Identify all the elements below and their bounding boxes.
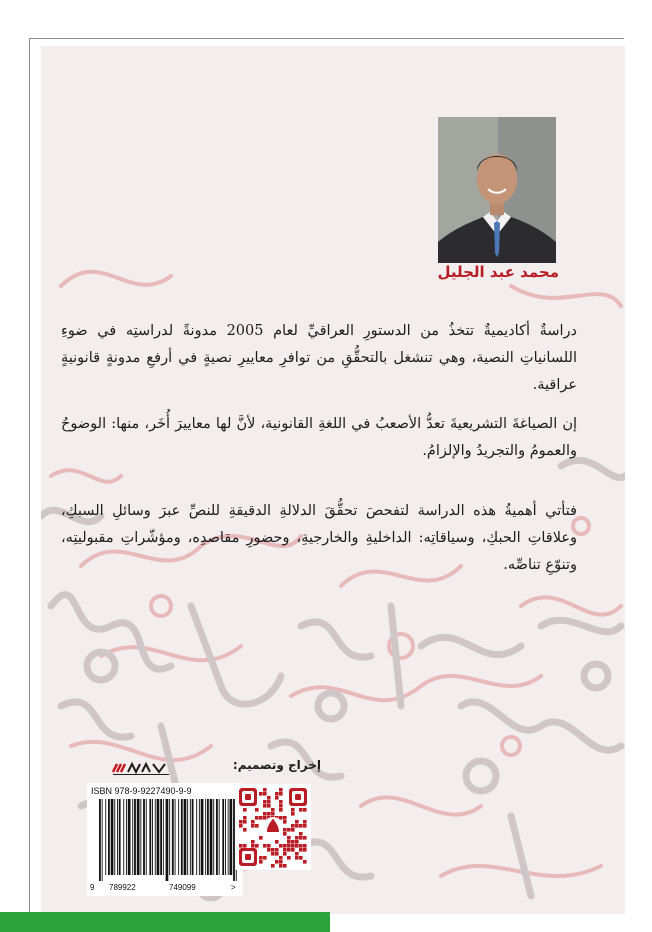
qr-module [303,860,307,864]
barcode-bar [225,799,226,875]
qr-module [239,844,243,848]
barcode-bar [119,799,121,875]
barcode-bar [163,799,164,875]
qr-module [299,848,303,852]
qr-module [275,840,279,844]
barcode-digit-end: > [231,883,236,892]
qr-module [295,820,299,824]
qr-module [279,864,283,868]
barcode-bar [149,799,151,875]
green-spine-strip [0,912,330,932]
qr-module [287,856,291,860]
qr-module [259,816,263,820]
design-credit [111,758,321,776]
back-cover [41,46,625,914]
qr-module [283,832,287,836]
qr-module [303,820,307,824]
qr-module [243,808,247,812]
qr-module [275,860,279,864]
qr-finder [245,854,251,860]
qr-module [271,808,275,812]
qr-module [287,840,291,844]
qr-module [295,844,299,848]
qr-module [291,840,295,844]
qr-module [279,800,283,804]
qr-module [275,796,279,800]
barcode-bar [128,799,131,875]
qr-module [299,808,303,812]
description-paragraph-1: دراسةٌ أكاديميةٌ تتخذُ من الدستورِ العراقيِّ لعام 2005 مدونةً لدراستِه في ضوءِ اللسانياتِ النصية، وهي تنشغل بالتحقُّقِ من توافرِ معاييرِ نصيةٍ في أرفعِ مدونةٍ قانونيةٍ عراقية. [61,323,578,393]
qr-module [275,848,279,852]
barcode-bar [207,799,209,875]
barcode-bar [213,799,214,875]
qr-module [279,808,283,812]
qr-module [279,804,283,808]
barcode-bar [199,799,200,875]
qr-module [243,844,247,848]
qr-module [259,836,263,840]
barcode-bar [230,799,233,875]
qr-module [263,812,267,816]
barcode-digit-first: 9 [90,883,95,892]
qr-module [263,788,267,792]
qr-module [259,860,263,864]
qr-module [279,844,283,848]
qr-module [251,824,255,828]
qr-module [271,864,275,868]
qr-module [255,844,259,848]
qr-module [291,808,295,812]
publisher-logo-icon [111,760,173,776]
qr-module [303,848,307,852]
qr-module [239,824,243,828]
isbn-label: ISBN 978-9-9227490-9-9 [91,786,192,796]
qr-module [291,812,295,816]
qr-module [275,792,279,796]
qr-module [263,792,267,796]
qr-module [271,852,275,856]
qr-module [291,848,295,852]
barcode-bar [184,799,187,875]
qr-module [283,816,287,820]
qr-module [299,844,303,848]
barcode-bar [192,799,194,875]
qr-module [259,856,263,860]
qr-module [283,852,287,856]
qr-module [287,836,291,840]
qr-module [291,824,295,828]
author-name: محمد عبد الجليل [437,263,559,281]
barcode-digits-right: 749099 [169,883,196,892]
qr-module [279,788,283,792]
qr-finder [295,794,301,800]
barcode-bar [155,799,156,875]
barcode-bar [178,799,179,875]
qr-module [279,816,283,820]
barcode-bar [108,799,110,875]
qr-module [291,844,295,848]
barcode-bar [169,799,170,875]
barcode-bar [146,799,147,875]
barcode-bar [160,799,162,875]
qr-module [279,856,283,860]
qr-module [299,824,303,828]
barcode-bar [137,799,140,875]
barcode-bar [126,799,127,875]
qr-module [271,848,275,852]
qr-module [259,792,263,796]
qr-module [267,848,271,852]
barcode-bar [111,799,114,875]
qr-module [263,856,267,860]
barcode-icon [91,799,241,881]
barcode-bar [190,799,191,875]
barcode-bar [152,799,153,875]
barcode-bar [205,799,206,875]
qr-module [283,864,287,868]
qr-module [303,844,307,848]
qr-module [255,824,259,828]
qr-module [263,800,267,804]
qr-module [263,844,267,848]
qr-module [303,824,307,828]
qr-module [263,816,267,820]
qr-module [251,820,255,824]
description-paragraph-3: فتأتي أهميةُ هذه الدراسة لتفحصَ تحقُّقَ الدلالةِ الدقيقةِ للنصِّ عبرَ وسائلِ السبكِ، وعلاقاتِ الحبكِ، وسياقاتِه: الداخليةِ والخارجيةِ، وحضورِ مقاصدِه، ومؤشّراتِ مقبوليتِه، وتنوّعِ تناصِّه. [61,503,577,573]
barcode-bar [102,799,103,881]
barcode-bar [134,799,136,875]
barcode-bar [99,799,101,881]
qr-module [299,856,303,860]
barcode-bar [166,799,169,881]
qr-module [287,844,291,848]
qr-module [239,820,243,824]
qr-module [291,828,295,832]
qr-module [303,808,307,812]
design-credit-label: إخراج وتصميم: [232,758,321,772]
barcode-bar [222,799,224,875]
qr-module [251,844,255,848]
barcode-bar [187,799,188,875]
barcode-bar [157,799,160,875]
qr-module [295,836,299,840]
qr-module [295,840,299,844]
barcode-bar [143,799,145,875]
barcode-bar [172,799,174,875]
barcode-bar [175,799,176,875]
qr-code [235,784,311,870]
qr-module [267,804,271,808]
qr-module [299,832,303,836]
qr-module [295,856,299,860]
qr-module [287,828,291,832]
qr-module [283,828,287,832]
qr-code-icon [235,784,311,870]
barcode-bar [117,799,118,875]
qr-module [287,848,291,852]
qr-module [279,860,283,864]
qr-module [263,804,267,808]
qr-module [255,816,259,820]
qr-module [267,812,271,816]
barcode-bar [216,799,218,875]
barcode-bar [140,799,141,875]
qr-module [255,808,259,812]
qr-module [299,836,303,840]
barcode-bar [132,799,133,875]
barcode-bar [196,799,197,875]
qr-module [295,852,299,856]
qr-module [243,820,247,824]
qr-module [271,812,275,816]
qr-module [279,792,283,796]
author-photo [438,117,556,263]
qr-module [303,836,307,840]
qr-finder [245,794,251,800]
qr-module [243,816,247,820]
qr-module [251,840,255,844]
qr-module [267,796,271,800]
barcode-bar [201,799,204,875]
barcode-bar [181,799,183,875]
isbn-barcode [87,783,243,896]
barcode-bar [114,799,115,875]
barcode-bar [228,799,229,875]
qr-module [267,844,271,848]
qr-module [267,800,271,804]
barcode-bar [105,799,106,875]
description-paragraph-2: إن الصياغةَ التشريعيةَ تعدُّ الأصعبُ في اللغةِ القانونية، لأنَّ لها معاييرَ أُخَر، منها: الوضوحُ والعمومُ والتجريدُ والإلزامُ. [61,416,577,459]
barcode-bar [210,799,213,875]
barcode-bar [123,799,124,875]
qr-module [283,844,287,848]
qr-module [295,824,299,828]
qr-module [283,848,287,852]
qr-module [283,820,287,824]
barcode-bar [219,799,220,875]
qr-module [275,852,279,856]
barcode-digits-left: 789922 [109,883,136,892]
qr-module [243,828,247,832]
